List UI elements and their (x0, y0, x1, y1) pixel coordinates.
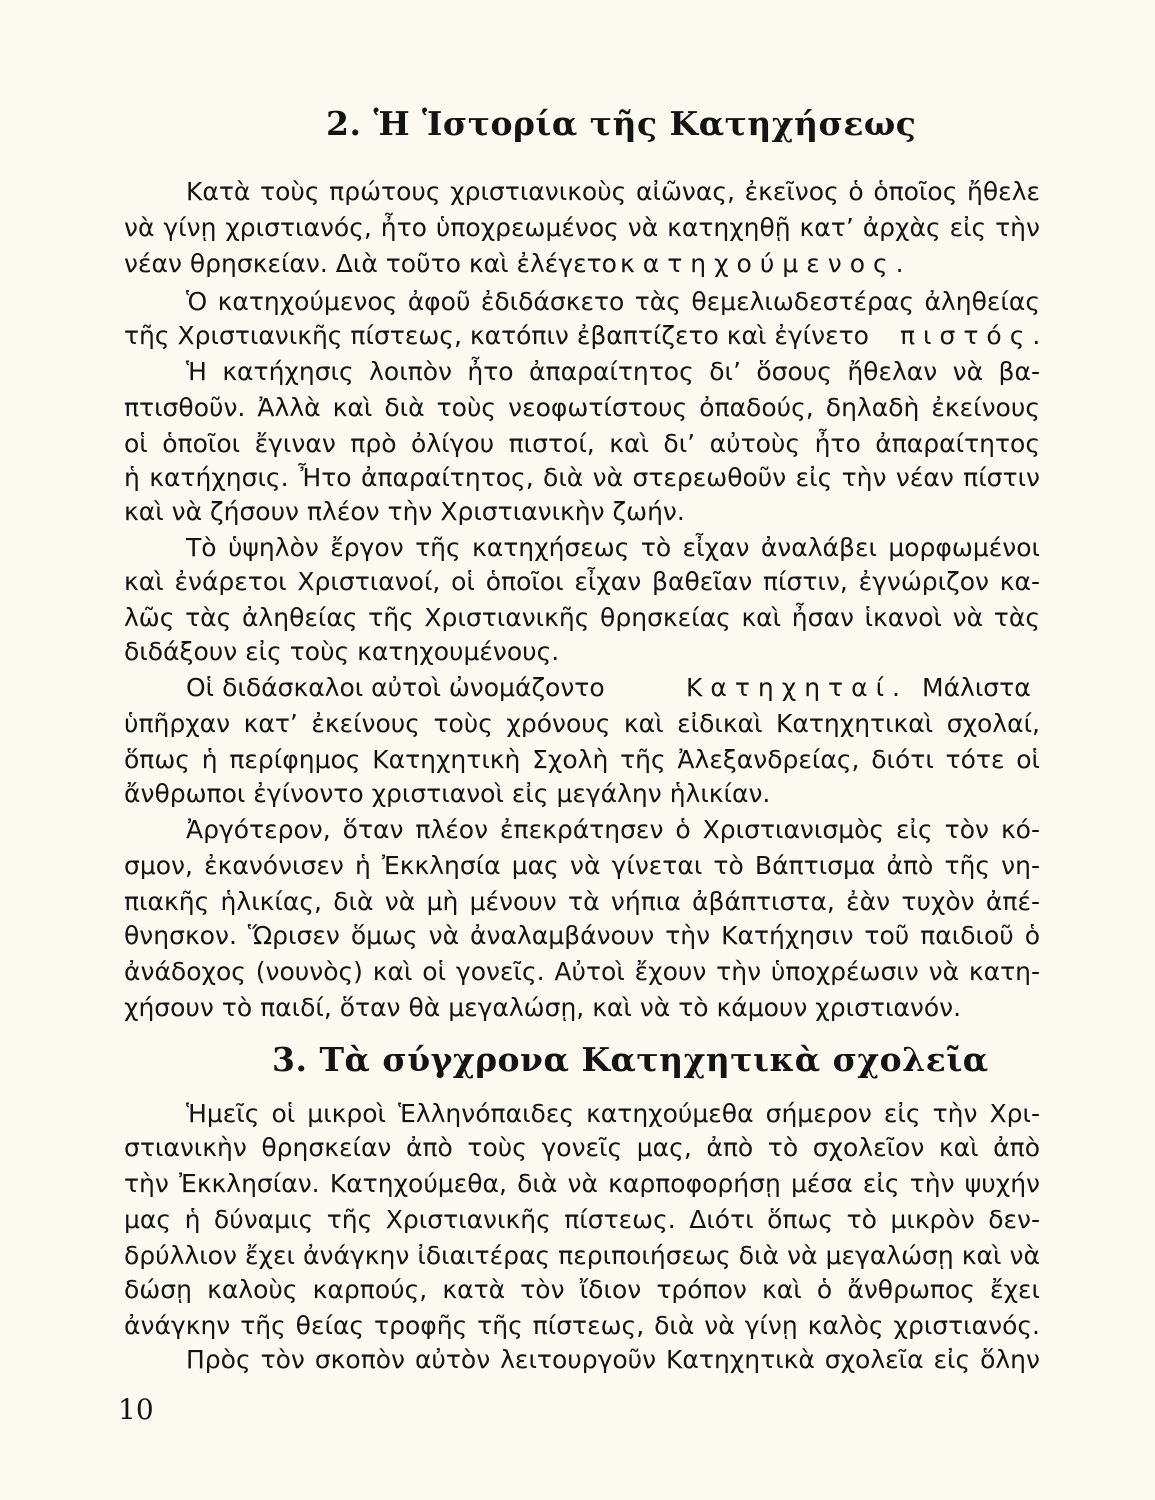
section-2-heading: 2. Ἡ Ἱστορία τῆς Κατηχήσεως (326, 104, 917, 143)
text-line: ὅπως ἡ περίφημος Κατηχητικὴ Σχολὴ τῆς Ἀλεξανδρείας, διότι τότε οἱ (124, 745, 1040, 774)
text-line: ὑπῆρχαν κατ’ ἐκείνους τοὺς χρόνους καὶ εἰδικαὶ Κατηχητικαὶ σχολαί, (124, 709, 1040, 738)
text-line: Οἱ διδάσκαλοι αὐτοὶ ὠνομάζοντο (186, 673, 605, 702)
text-line: ἀνάγκην τῆς θείας τροφῆς τῆς πίστεως, διὰ νὰ γίνῃ καλὸς χριστιανός. (124, 1311, 1040, 1340)
section-3-heading: 3. Τὰ σύγχρονα Κατηχητικὰ σχολεῖα (272, 1040, 989, 1079)
text-line: Πρὸς τὸν σκοπὸν αὐτὸν λειτουργοῦν Κατηχητικὰ σχολεῖα εἰς ὅλην (186, 1345, 1040, 1374)
text-line: λῶς τὰς ἀληθείας τῆς Χριστιανικῆς θρησκείας καὶ ἦσαν ἱκανοὶ νὰ τὰς (124, 603, 1040, 632)
emphasized-term: Κατηχηταί. (686, 673, 908, 702)
text-line: καὶ ἐνάρετοι Χριστιανοί, οἱ ὁποῖοι εἶχαν βαθεῖαν πίστιν, ἐγνώριζον κα- (124, 567, 1040, 596)
text-line: θνησκον. Ὥρισεν ὅμως νὰ ἀναλαμβάνουν τὴν Κατήχησιν τοῦ παιδιοῦ ὁ (124, 921, 1040, 950)
text-line: δώσῃ καλοὺς καρπούς, κατὰ τὸν ἴδιον τρόπον καὶ ὁ ἄνθρωπος ἔχει (124, 1275, 1040, 1304)
text-line: τὴν Ἐκκλησίαν. Κατηχούμεθα, διὰ νὰ καρποφορήσῃ μέσα εἰς τὴν ψυχήν (124, 1169, 1040, 1198)
text-line: Ὁ κατηχούμενος ἀφοῦ ἐδιδάσκετο τὰς θεμελιωδεστέρας ἀληθείας (186, 287, 1040, 316)
text-line: σμον, ἐκανόνισεν ἡ Ἐκκλησία μας νὰ γίνεται τὸ Βάπτισμα ἀπὸ τῆς νη- (124, 851, 1040, 880)
text-line: Κατὰ τοὺς πρώτους χριστιανικοὺς αἰῶνας, ἐκεῖνος ὁ ὁποῖος ἤθελε (186, 177, 1040, 206)
text-line: διδάξουν εἰς τοὺς κατηχουμένους. (124, 637, 560, 666)
text-line: ἄνθρωποι ἐγίνοντο χριστιανοὶ εἰς μεγάλην ἡλικίαν. (124, 779, 771, 808)
text-line: Ἡμεῖς οἱ μικροὶ Ἑλληνόπαιδες κατηχούμεθα σήμερον εἰς τὴν Χρι- (186, 1099, 1040, 1128)
text-line: Μάλιστα (922, 673, 1031, 702)
text-line: Ἀργότερον, ὅταν πλέον ἐπεκράτησεν ὁ Χριστιανισμὸς εἰς τὸν κό- (186, 815, 1040, 844)
text-line: ἀνάδοχος (νουνὸς) καὶ οἱ γονεῖς. Αὐτοὶ ἔχουν τὴν ὑποχρέωσιν νὰ κατη- (124, 957, 1040, 986)
text-line: στιανικὴν θρησκείαν ἀπὸ τοὺς γονεῖς μας, ἀπὸ τὸ σχολεῖον καὶ ἀπὸ (124, 1133, 1040, 1162)
text-line: Τὸ ὑψηλὸν ἔργον τῆς κατηχήσεως τὸ εἶχαν ἀναλάβει μορφωμένοι (186, 533, 1040, 562)
text-line: νέαν θρησκείαν. Διὰ τοῦτο καὶ ἐλέγετο (124, 249, 617, 278)
text-line: τῆς Χριστιανικῆς πίστεως, κατόπιν ἐβαπτίζετο καὶ ἐγίνετο (124, 321, 869, 350)
text-line: χήσουν τὸ παιδί, ὅταν θὰ μεγαλώσῃ, καὶ νὰ τὸ κάμουν χριστιανόν. (124, 993, 962, 1022)
page-number: 10 (118, 1393, 154, 1426)
text-line: δρύλλιον ἔχει ἀνάγκην ἰδιαιτέρας περιποιήσεως διὰ νὰ μεγαλώσῃ καὶ νὰ (124, 1241, 1040, 1270)
text-line: πτισθοῦν. Ἀλλὰ καὶ διὰ τοὺς νεοφωτίστους ὀπαδούς, δηλαδὴ ἐκείνους (124, 393, 1040, 422)
emphasized-term: κατηχούμενος. (620, 249, 912, 278)
text-line: οἱ ὁποῖοι ἔγιναν πρὸ ὀλίγου πιστοί, καὶ δι’ αὐτοὺς ἦτο ἀπαραίτητος (124, 429, 1040, 458)
text-line: Ἡ κατήχησις λοιπὸν ἦτο ἀπαραίτητος δι’ ὅσους ἤθελαν νὰ βα- (186, 357, 1040, 386)
text-line: πιακῆς ἡλικίας, διὰ νὰ μὴ μένουν τὰ νήπια ἀβάπτιστα, ἐὰν τυχὸν ἀπέ- (124, 887, 1040, 916)
text-line: καὶ νὰ ζήσουν πλέον τὴν Χριστιανικὴν ζωήν. (124, 497, 685, 526)
emphasized-term: πιστός. (900, 321, 1049, 350)
text-line: ἡ κατήχησις. Ἦτο ἀπαραίτητος, διὰ νὰ στερεωθοῦν εἰς τὴν νέαν πίστιν (124, 463, 1040, 492)
text-line: νὰ γίνῃ χριστιανός, ἦτο ὑποχρεωμένος νὰ κατηχηθῇ κατ’ ἀρχὰς εἰς τὴν (124, 213, 1040, 242)
text-line: μας ἡ δύναμις τῆς Χριστιανικῆς πίστεως. Διότι ὅπως τὸ μικρὸν δεν- (124, 1205, 1040, 1234)
